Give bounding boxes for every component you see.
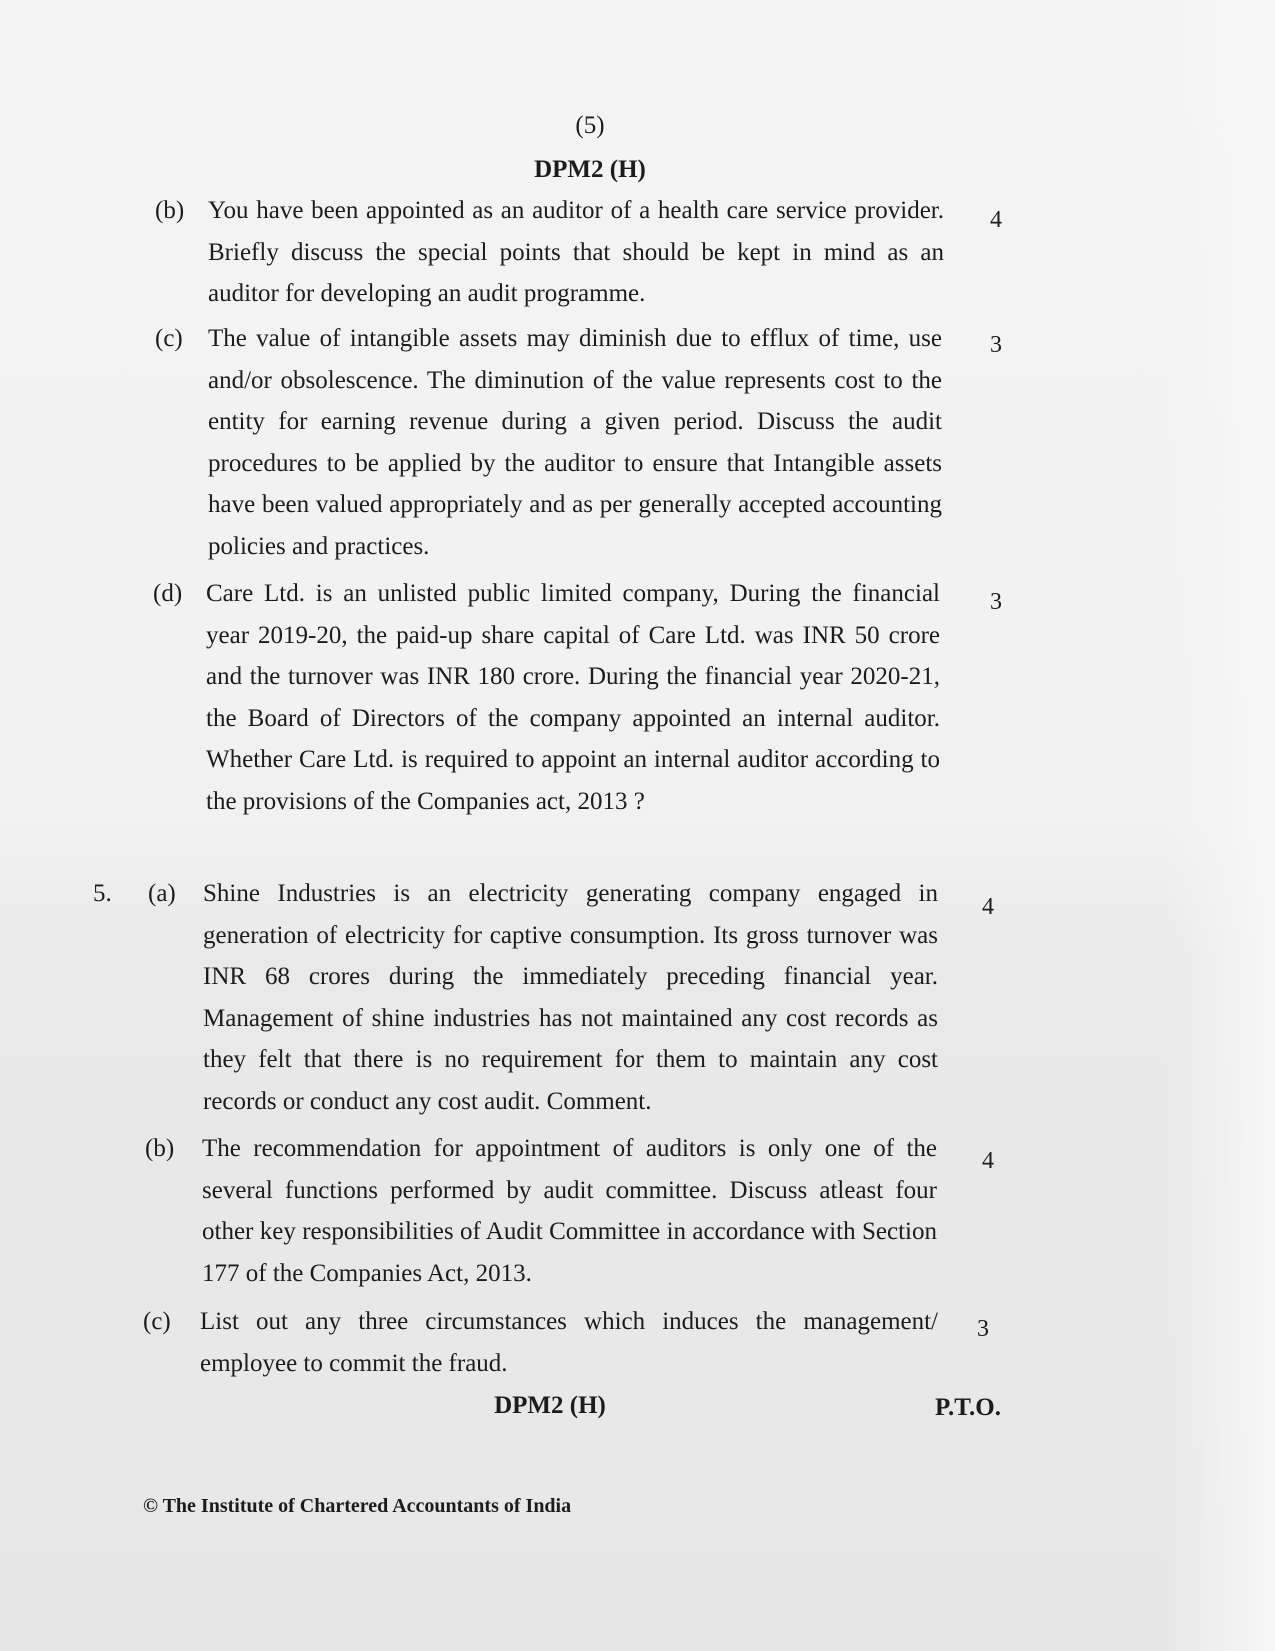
question-label: (b) [155, 197, 185, 224]
paper-code-footer: DPM2 (H) [494, 1392, 606, 1419]
question-label: (c) [155, 325, 183, 352]
pto-label: P.T.O. [935, 1394, 1001, 1421]
question-marks: 4 [982, 894, 994, 920]
question-label: (c) [143, 1308, 171, 1335]
question-text: List out any three circumstances which induces the management/ employee to commit the fraud. [200, 1308, 938, 1377]
page-number: (5) [575, 112, 605, 139]
question-text: Shine Industries is an electricity generating company engaged in generation of electricity for captive consumption. Its gross turnover was INR 68 crores during the immediately preceding financial year. Management of shine industries has not maintained any cost records as they felt that there is no requirement for them to maintain any cost records or conduct any cost audit. Comment. [203, 880, 938, 1115]
paper-code-header: DPM2 (H) [534, 156, 646, 183]
question-label: (b) [145, 1135, 175, 1162]
question-text: Care Ltd. is an unlisted public limited company, During the financial year 2019-20, the paid-up share capital of Care Ltd. was INR 50 crore and the turnover was INR 180 crore. During the financial year 2020-21, the Board of Directors of the company appointed an internal auditor. Whether Care Ltd. is required to appoint an internal auditor according to the provisions of the Companies act, 2013 ? [206, 580, 940, 815]
question-text: You have been appointed as an auditor of a health care service provider. Briefly discuss the special points that should be kept in mind as an auditor for developing an audit programme. [208, 197, 944, 307]
question-marks: 4 [982, 1148, 994, 1174]
question-marks: 3 [990, 332, 1002, 358]
copyright-notice: © The Institute of Chartered Accountants of India [143, 1495, 572, 1517]
question-marks: 3 [990, 589, 1002, 615]
question-label: (a) [148, 880, 176, 907]
question-marks: 4 [990, 207, 1002, 233]
scan-edge-shading [1165, 0, 1275, 1651]
question-text: The value of intangible assets may diminish due to efflux of time, use and/or obsolescence. The diminution of the value represents cost to the entity for earning revenue during a given period. Discuss the audit procedures to be applied by the auditor to ensure that Intangible assets have been valued appropriately and as per generally accepted accounting policies and practices. [208, 325, 942, 560]
question-marks: 3 [977, 1316, 989, 1342]
question-number: 5. [93, 880, 112, 907]
question-label: (d) [153, 580, 183, 607]
question-text: The recommendation for appointment of auditors is only one of the several functions performed by audit committee. Discuss atleast four other key responsibilities of Audit Committee in accordance with Section 177 of the Companies Act, 2013. [202, 1135, 937, 1287]
